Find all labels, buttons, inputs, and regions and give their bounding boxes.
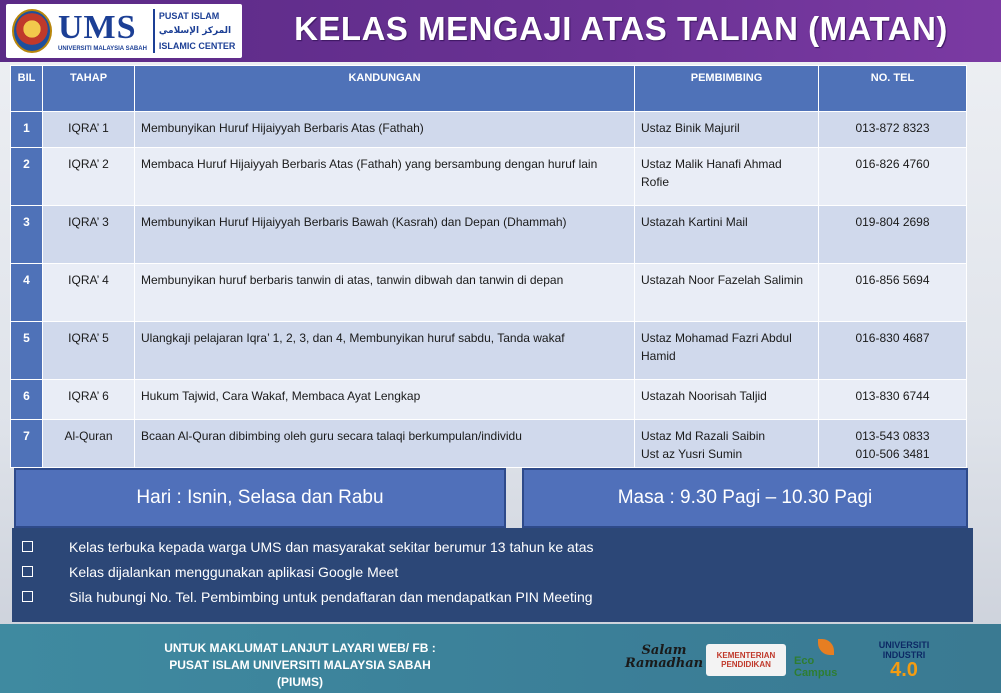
- footer-info: [150, 640, 450, 691]
- row-tahap: IQRA’ 2: [43, 148, 135, 206]
- logo-divider: [153, 9, 155, 53]
- row-tahap: IQRA’ 5: [43, 322, 135, 380]
- row-pembimbing: Ustazah Kartini Mail: [635, 206, 819, 264]
- row-kandungan: Ulangkaji pelajaran Iqra’ 1, 2, 3, dan 4, Membunyikan huruf sabdu, Tanda wakaf: [135, 322, 635, 380]
- checkbox-bullet-icon: [22, 591, 33, 602]
- transform-line-3: 4.0: [890, 659, 918, 681]
- table-row: [11, 206, 967, 264]
- row-kandungan: Membunyikan Huruf Hijaiyyah Berbaris Atas (Fathah): [135, 112, 635, 148]
- row-pembimbing-primary: Ustaz Md Razali Saibin: [641, 429, 766, 443]
- row-bil: 1: [11, 112, 43, 148]
- kpm-logo: KEMENTERIAN PENDIDIKAN: [706, 644, 786, 676]
- row-tel-primary: 013-543 0833: [855, 429, 930, 443]
- row-tel: 019-804 2698: [819, 206, 967, 264]
- islamic-center-name: [159, 9, 236, 54]
- class-time-text: Masa : 9.30 Pagi – 10.30 Pagi: [617, 487, 873, 508]
- row-tel: 016-826 4760: [819, 148, 967, 206]
- table-row: [11, 322, 967, 380]
- row-tahap: IQRA’ 3: [43, 206, 135, 264]
- class-days-box: [14, 468, 506, 528]
- row-bil: 4: [11, 264, 43, 322]
- row-pembimbing: Ustazah Noor Fazelah Salimin: [635, 264, 819, 322]
- row-bil: 7: [11, 420, 43, 468]
- row-tahap: IQRA’ 1: [43, 112, 135, 148]
- note-text: Kelas dijalankan menggunakan aplikasi Google Meet: [69, 563, 399, 580]
- ums-crest-icon: [12, 9, 52, 53]
- ums-wordmark: [58, 8, 147, 52]
- row-bil: 2: [11, 148, 43, 206]
- row-tahap: IQRA’ 6: [43, 380, 135, 420]
- table-row: [11, 420, 967, 468]
- center-line-arabic: المركز الإسلامي: [158, 25, 232, 36]
- row-tel: 016-856 5694: [819, 264, 967, 322]
- note-item: [22, 584, 973, 609]
- column-header-pembimbing: PEMBIMBING: [635, 66, 819, 112]
- row-kandungan: Membunyikan huruf berbaris tanwin di atas, tanwin dibwah dan tanwin di depan: [135, 264, 635, 322]
- column-header-tahap: TAHAP: [43, 66, 135, 112]
- column-header-tel: NO. TEL: [819, 66, 967, 112]
- row-tel: 016-830 4687: [819, 322, 967, 380]
- row-tel: 013-830 6744: [819, 380, 967, 420]
- center-line-malay: PUSAT ISLAM: [158, 10, 220, 21]
- ums-text: UMS: [58, 8, 137, 46]
- row-tahap: IQRA’ 4: [43, 264, 135, 322]
- center-line-english: ISLAMIC CENTER: [158, 40, 236, 51]
- row-bil: 3: [11, 206, 43, 264]
- row-pembimbing: Ustazah Noorisah Taljid: [635, 380, 819, 420]
- salam-ramadhan-logo: Salam Ramadhan: [624, 643, 704, 671]
- row-tahap: Al-Quran: [43, 420, 135, 468]
- note-text: Sila hubungi No. Tel. Pembimbing untuk pendaftaran dan mendapatkan PIN Meeting: [69, 588, 593, 605]
- ums-logo: [6, 4, 242, 58]
- transform-line-2: INDUSTRI: [882, 650, 926, 660]
- row-pembimbing-secondary: Ust az Yusri Sumin: [641, 447, 743, 461]
- row-tel-secondary: 010-506 3481: [855, 447, 930, 461]
- eco-campus-text: Eco Campus: [794, 655, 838, 679]
- row-kandungan: Hukum Tajwid, Cara Wakaf, Membaca Ayat Lengkap: [135, 380, 635, 420]
- table-row: [11, 148, 967, 206]
- note-item: [22, 559, 973, 584]
- row-kandungan: Membunyikan Huruf Hijaiyyah Berbaris Bawah (Kasrah) dan Depan (Dhammah): [135, 206, 635, 264]
- table-row: [11, 112, 967, 148]
- class-time-box: [522, 468, 968, 528]
- header-banner: [0, 0, 1001, 62]
- row-kandungan: Membaca Huruf Hijaiyyah Berbaris Atas (Fathah) yang bersambung dengan huruf lain: [135, 148, 635, 206]
- ums-university-name: UNIVERSITI MALAYSIA SABAH: [58, 45, 147, 52]
- row-tel: 013-872 8323: [819, 112, 967, 148]
- note-text: Kelas terbuka kepada warga UMS dan masyarakat sekitar berumur 13 tahun ke atas: [69, 538, 594, 555]
- page-title: KELAS MENGAJI ATAS TALIAN (MATAN): [294, 10, 948, 47]
- leaf-icon: [818, 639, 834, 655]
- row-pembimbing: Ustaz Malik Hanafi Ahmad Rofie: [635, 148, 819, 206]
- transform-line-1: UNIVERSITI: [878, 640, 930, 650]
- universiti-industri-logo: [866, 640, 942, 680]
- column-header-bil: BIL: [11, 66, 43, 112]
- table-row: [11, 380, 967, 420]
- row-tel: [819, 420, 967, 468]
- footer-line-2: PUSAT ISLAM UNIVERSITI MALAYSIA SABAH (PIUMS): [169, 658, 431, 689]
- footer-banner: [0, 624, 1001, 693]
- row-pembimbing: Ustaz Mohamad Fazri Abdul Hamid: [635, 322, 819, 380]
- row-bil: 6: [11, 380, 43, 420]
- footer-line-1: UNTUK MAKLUMAT LANJUT LAYARI WEB/ FB :: [164, 641, 436, 655]
- class-schedule-table: [10, 65, 966, 467]
- note-item: [22, 534, 973, 559]
- eco-campus-logo: [794, 636, 858, 682]
- table-header-row: [11, 66, 967, 112]
- checkbox-bullet-icon: [22, 541, 33, 552]
- table-row: [11, 264, 967, 322]
- class-days-text: Hari : Isnin, Selasa dan Rabu: [136, 487, 384, 508]
- row-kandungan: Bcaan Al-Quran dibimbing oleh guru secara talaqi berkumpulan/individu: [135, 420, 635, 468]
- notes-panel: [12, 528, 973, 622]
- checkbox-bullet-icon: [22, 566, 33, 577]
- row-bil: 5: [11, 322, 43, 380]
- row-pembimbing: [635, 420, 819, 468]
- row-pembimbing: Ustaz Binik Majuril: [635, 112, 819, 148]
- column-header-kandungan: KANDUNGAN: [135, 66, 635, 112]
